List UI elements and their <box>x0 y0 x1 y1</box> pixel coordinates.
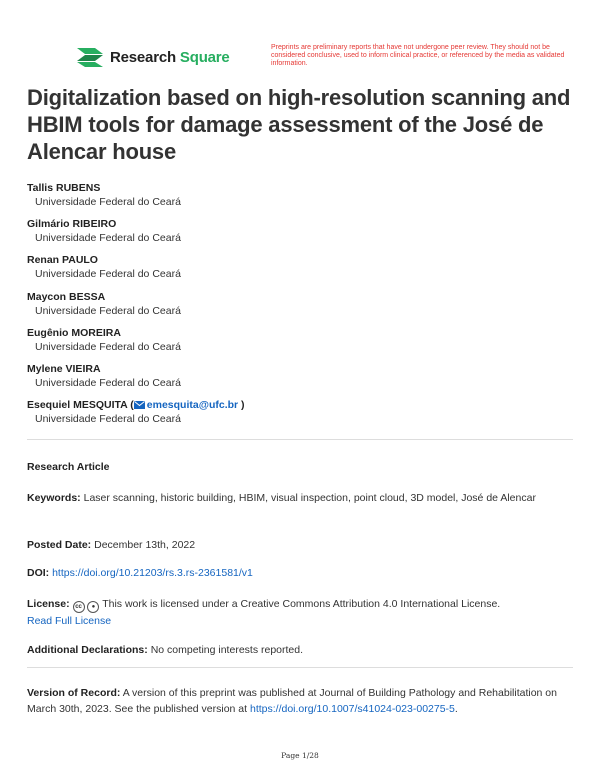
author-email-link[interactable]: emesquita@ufc.br <box>146 399 239 412</box>
author-affiliation: Universidade Federal do Ceará <box>35 196 181 208</box>
envelope-icon <box>134 401 145 409</box>
additional-declarations <box>27 642 573 658</box>
doi-link[interactable]: https://doi.org/10.21203/rs.3.rs-2361581/v1 <box>52 567 253 579</box>
cc-icon: cc <box>73 601 85 613</box>
author-name: Maycon BESSA <box>27 290 106 303</box>
article-type-label: Research Article <box>27 461 110 473</box>
version-of-record <box>27 685 573 717</box>
author-name: Eugênio MOREIRA <box>27 326 121 339</box>
divider <box>27 667 573 668</box>
license-label: License: <box>27 598 70 610</box>
author-entry <box>27 217 577 253</box>
license <box>27 596 573 629</box>
logo-word-research: Research <box>110 48 176 66</box>
author-name: Gilmário RIBEIRO <box>27 218 117 231</box>
license-text: This work is licensed under a Creative Commons Attribution 4.0 International License. <box>102 598 501 610</box>
author-entry <box>27 290 577 326</box>
author-affiliation: Universidade Federal do Ceará <box>35 232 181 245</box>
author-affiliation: Universidade Federal do Ceará <box>35 340 181 353</box>
preprint-notice: Preprints are preliminary reports that have not undergone peer review. They should not be considered conclusive, used to inform clinical practice, or referenced by the media as validated information. <box>271 44 565 67</box>
research-square-logo-icon <box>75 46 105 68</box>
author-affiliation: Universidade Federal do Ceará <box>35 304 181 317</box>
article-type <box>27 459 573 475</box>
research-square-logo[interactable] <box>75 46 230 68</box>
divider <box>27 439 573 440</box>
author-entry <box>27 362 577 398</box>
version-label: Version of Record: <box>27 687 121 699</box>
page-number: Page 1/28 <box>281 751 319 760</box>
keywords <box>27 490 573 506</box>
doi <box>27 565 573 581</box>
author-entry <box>27 326 577 362</box>
declarations-value: No competing interests reported. <box>150 644 304 656</box>
header <box>75 44 575 74</box>
logo-word-square: Square <box>179 48 230 66</box>
author-entry <box>27 181 577 217</box>
attribution-icon: ● <box>87 601 99 613</box>
author-name: Mylene VIEIRA <box>27 362 101 375</box>
posted-date-label: Posted Date: <box>27 539 92 551</box>
paren-open: ( <box>130 399 134 412</box>
paren-close: ) <box>241 399 245 412</box>
read-full-license-link[interactable]: Read Full License <box>27 615 112 627</box>
author-affiliation: Universidade Federal do Ceará <box>35 376 181 389</box>
posted-date-value: December 13th, 2022 <box>94 539 196 551</box>
author-affiliation: Universidade Federal do Ceará <box>35 413 181 426</box>
author-entry <box>27 253 577 289</box>
keywords-value: Laser scanning, historic building, HBIM, visual inspection, point cloud, 3D model, José de Alencar <box>83 492 536 504</box>
version-end: . <box>454 703 458 715</box>
posted-date <box>27 537 573 553</box>
keywords-label: Keywords: <box>27 492 81 504</box>
doi-label: DOI: <box>27 567 50 579</box>
corresponding-author-entry <box>27 398 577 434</box>
author-name: Tallis RUBENS <box>27 182 101 194</box>
logo-text <box>110 49 230 66</box>
version-text: A version of this preprint was published at Journal of Building Pathology and Rehabilitation on March 30th, 2023. See the published version at <box>27 687 557 715</box>
published-version-link[interactable]: https://doi.org/10.1007/s41024-023-00275-5 <box>249 703 455 715</box>
paper-title: Digitalization based on high-resolution scanning and HBIM tools for damage assessment of the José de Alencar house <box>27 85 571 164</box>
author-list <box>27 181 577 434</box>
corresponding-author-line <box>27 398 577 412</box>
author-name: Renan PAULO <box>27 254 98 267</box>
declarations-label: Additional Declarations: <box>27 644 148 656</box>
author-name: Esequiel MESQUITA <box>27 399 128 412</box>
author-affiliation: Universidade Federal do Ceará <box>35 268 181 281</box>
